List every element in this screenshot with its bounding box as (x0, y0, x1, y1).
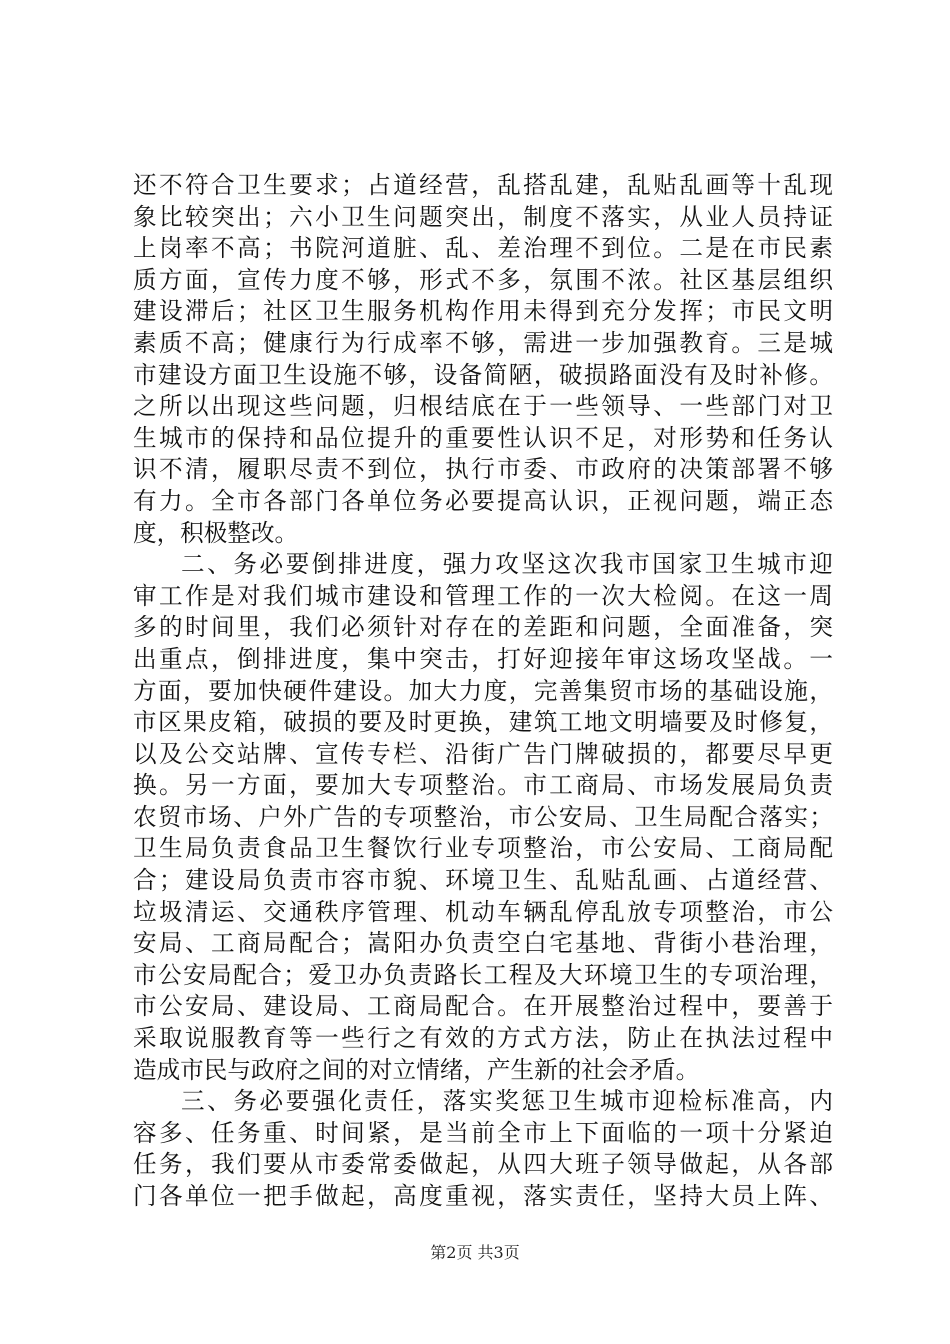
text-line: 换。另一方面，要加大专项整治。市工商局、市场发展局负责 (133, 771, 833, 800)
text-line: 农贸市场、户外广告的专项整治，市公安局、卫生局配合落实； (133, 802, 833, 831)
text-line: 三、务必要强化责任，落实奖惩卫生城市迎检标准高，内 (181, 1087, 833, 1116)
text-line: 垃圾清运、交通秩序管理、机动车辆乱停乱放专项整治，市公 (133, 897, 833, 926)
text-line: 之所以出现这些问题，归根结底在于一些领导、一些部门对卫 (133, 392, 833, 421)
body-text (133, 170, 833, 1213)
text-line: 市公安局、建设局、工商局配合。在开展整治过程中，要善于 (133, 992, 833, 1021)
text-line: 出重点，倒排进度，集中突击，打好迎接年审这场攻坚战。一 (133, 644, 833, 673)
text-line: 市公安局配合；爱卫办负责路长工程及大环境卫生的专项治理， (133, 960, 833, 989)
page-footer: 第2页 共3页 (430, 1243, 520, 1262)
text-line: 市区果皮箱，破损的要及时更换，建筑工地文明墙要及时修复， (133, 708, 833, 737)
text-line: 任务，我们要从市委常委做起，从四大班子领导做起，从各部 (133, 1150, 833, 1179)
text-line: 素质不高；健康行为行成率不够，需进一步加强教育。三是城 (133, 328, 833, 357)
text-line: 质方面，宣传力度不够，形式不多，氛围不浓。社区基层组织 (133, 265, 833, 294)
text-line: 有力。全市各部门各单位务必要提高认识，正视问题，端正态 (133, 486, 833, 515)
text-line: 识不清，履职尽责不到位，执行市委、市政府的决策部署不够 (133, 455, 833, 484)
text-line: 上岗率不高；书院河道脏、乱、差治理不到位。二是在市民素 (133, 234, 833, 263)
text-line: 安局、工商局配合；嵩阳办负责空白宅基地、背街小巷治理， (133, 929, 833, 958)
text-line: 审工作是对我们城市建设和管理工作的一次大检阅。在这一周 (133, 581, 833, 610)
text-line: 以及公交站牌、宣传专栏、沿街广告门牌破损的，都要尽早更 (133, 739, 833, 768)
text-line: 门各单位一把手做起，高度重视，落实责任，坚持大员上阵、 (133, 1182, 833, 1210)
text-line: 采取说服教育等一些行之有效的方式方法，防止在执法过程中 (133, 1024, 833, 1053)
text-line: 还不符合卫生要求；占道经营，乱搭乱建，乱贴乱画等十乱现 (133, 171, 833, 199)
text-line: 方面，要加快硬件建设。加大力度，完善集贸市场的基础设施， (133, 676, 833, 705)
text-line: 造成市民与政府之间的对立情绪，产生新的社会矛盾。 (133, 1055, 700, 1084)
text-line: 合；建设局负责市容市貌、环境卫生、乱贴乱画、占道经营、 (133, 866, 833, 895)
text-line: 容多、任务重、时间紧，是当前全市上下面临的一项十分紧迫 (133, 1118, 833, 1147)
text-line: 二、务必要倒排进度，强力攻坚这次我市国家卫生城市迎 (181, 550, 833, 579)
text-line: 市建设方面卫生设施不够，设备简陋，破损路面没有及时补修。 (133, 360, 833, 389)
text-line: 象比较突出；六小卫生问题突出，制度不落实，从业人员持证 (133, 202, 833, 231)
text-line: 卫生局负责食品卫生餐饮行业专项整治，市公安局、工商局配 (133, 834, 833, 863)
text-line: 多的时间里，我们必须针对存在的差距和问题，全面准备，突 (133, 613, 833, 642)
text-line: 度，积极整改。 (133, 518, 299, 547)
text-line: 生城市的保持和品位提升的重要性认识不足，对形势和任务认 (133, 423, 833, 452)
text-line: 建设滞后；社区卫生服务机构作用未得到充分发挥；市民文明 (133, 297, 833, 326)
